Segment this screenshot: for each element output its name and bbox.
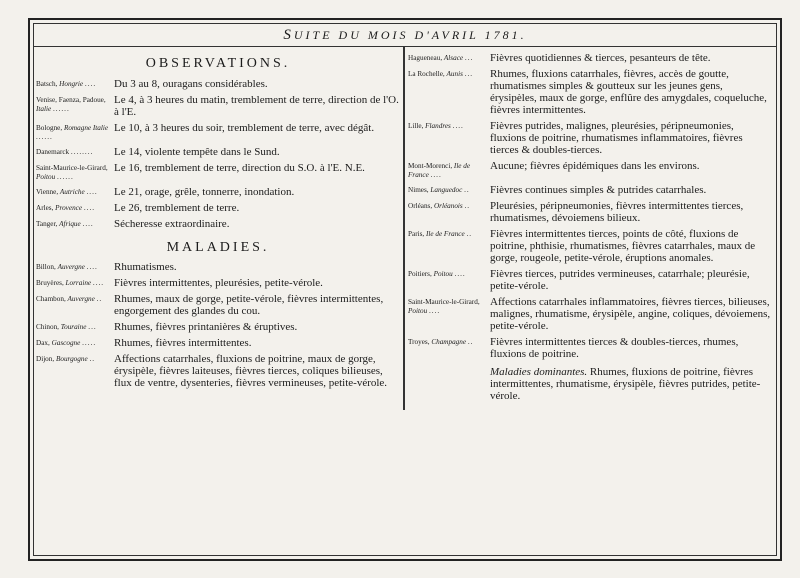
entry-leader-dots: .... (86, 263, 98, 271)
entry-location (36, 277, 114, 288)
entry-place: Vienne, (36, 188, 59, 196)
entry-row (36, 146, 400, 158)
entry-location (408, 228, 490, 239)
entry-region: Touraine (60, 323, 87, 331)
entry-place: Batsch, (36, 80, 58, 88)
entry-text: Fièvres continues simples & putrides catarrhales. (490, 184, 707, 196)
entry-row (36, 337, 400, 349)
entry-region: Italie (36, 105, 52, 113)
entry-text: Aucune; fièvres épidémiques dans les environs. (490, 160, 700, 172)
entry-text: Du 3 au 8, ouragans considérables. (114, 78, 268, 90)
entry-leader-dots: ..... (82, 339, 97, 347)
entry-place: Bologne, (36, 124, 63, 132)
entry-region: Auvergne (67, 295, 95, 303)
entry-leader-dots: ... (88, 323, 97, 331)
entry-location (408, 268, 490, 279)
entry-place: Tanger, (36, 220, 58, 228)
entry-region: Romagne Italie (63, 124, 109, 132)
entry-region: Hongrie (59, 80, 84, 88)
entry-row (408, 184, 772, 196)
entry-location (408, 120, 490, 131)
entry-text: Fièvres putrides, malignes, pleurésies, péripneumonies, fluxions de poitrine, rhumatismes inflammatoires, fièvres tierces & doubles-tierces. (490, 120, 743, 156)
entry-leader-dots: .... (428, 307, 441, 315)
entry-region: Alsace (443, 54, 464, 62)
right-column (408, 52, 772, 402)
entry-row (408, 336, 772, 360)
entry-leader-dots: .... (82, 220, 94, 228)
entry-text: Rhumes, fièvres intermittentes. (114, 337, 252, 349)
header-prefix: S (283, 27, 294, 43)
entry-location (408, 200, 490, 211)
entry-place: La Rochelle, (408, 70, 445, 78)
entry-place: Lille, (408, 122, 424, 130)
entry-place: Billon, (36, 263, 56, 271)
entry-row (36, 261, 400, 273)
entry-location (36, 122, 114, 142)
column-divider (403, 47, 405, 410)
maladies-list-left (36, 261, 400, 389)
entry-text: Le 26, tremblement de terre. (114, 202, 240, 214)
entry-location (408, 68, 490, 79)
entry-text: Rhumes, fluxions catarrhales, fièvres, accès de goutte, rhumatismes simples & goutteux sur les jeunes gens, érysipèles, maux de gorge, enflûre des amygdales, coqueluche, fièvres intermittentes. (490, 68, 767, 116)
entry-region: Poitou (433, 270, 453, 278)
entry-leader-dots: .. (89, 355, 96, 363)
entry-leader-dots: .... (86, 188, 98, 196)
entry-region: Poitou (36, 173, 56, 181)
entry-text: Pleurésies, péripneumonies, fièvres intermittentes tierces, rhumatismes, dévoiemens bilieux. (490, 200, 744, 224)
header-title: UITE DU MOIS D'AVRIL 1781. (293, 28, 527, 42)
entry-region: Flandres (425, 122, 451, 130)
dominantes-text: Rhumes, fluxions de poitrine, fièvres intermittentes, rhumatisme, érysipèle, fièvres putrides, petite-vérole. (490, 366, 761, 402)
entry-location (36, 94, 114, 114)
running-header (33, 23, 777, 47)
entry-region: Orléanois (433, 202, 463, 210)
entry-place: Mont-Morenci, (408, 162, 453, 170)
entry-location (36, 321, 114, 332)
entry-row (36, 94, 400, 118)
entry-leader-dots: ...... (52, 105, 70, 113)
entry-row (36, 78, 400, 90)
entry-text: Le 21, orage, grêle, tonnerre, inondation. (114, 186, 295, 198)
entry-text: Le 16, tremblement de terre, direction du S.O. à l'E. N.E. (114, 162, 365, 174)
entry-place: Arles, (36, 204, 54, 212)
entry-region: Auvergne (57, 263, 85, 271)
entry-place: Dijon, (36, 355, 55, 363)
entry-leader-dots: .... (430, 171, 442, 179)
left-column (36, 56, 400, 393)
entry-place: Orléans, (408, 202, 433, 210)
entry-text: Fièvres intermittentes tierces & doubles-tierces, rhumes, fluxions de poitrine. (490, 336, 739, 360)
entry-region: Gascogne (51, 339, 81, 347)
entry-text: Le 14, violente tempête dans le Sund. (114, 146, 280, 158)
entry-text: Fièvres tierces, putrides vermineuses, catarrhale; pleurésie, petite-vérole. (490, 268, 750, 292)
entry-location (408, 336, 490, 347)
entry-location (408, 296, 490, 316)
entry-region: Languedoc (430, 186, 463, 194)
entry-row (36, 122, 400, 142)
entry-location (36, 261, 114, 272)
entry-text: Affections catarrhales, fluxions de poitrine, maux de gorge, érysipèle, fièvres laiteuses, fièvres tierces, coliques bilieuses, flux de ventre, dysenteries, fièvres vermineuses, petite-vérole. (114, 353, 388, 389)
entry-region: Afrique (59, 220, 81, 228)
entry-place: Nimes, (408, 186, 429, 194)
entry-region: Poitou (408, 307, 428, 315)
entry-place: Paris, (408, 230, 425, 238)
maladies-title: MALADIES. (166, 240, 270, 255)
entry-location (36, 78, 114, 89)
entry-row (36, 186, 400, 198)
entry-region: Ile de France (408, 162, 471, 179)
entry-leader-dots: .... (83, 204, 96, 212)
entry-row (36, 162, 400, 182)
entry-region: Autriche (59, 188, 85, 196)
entry-place: Saint-Maurice-le-Girard, (408, 298, 480, 306)
maladies-list-right (408, 52, 772, 360)
entry-place: Chinon, (36, 323, 59, 331)
entry-place: Saint-Maurice-le-Girard, (36, 164, 108, 172)
entry-location (36, 293, 114, 304)
entry-text: Le 4, à 3 heures du matin, tremblement de terre, direction de l'O. à l'E. (114, 94, 399, 118)
entry-location (408, 160, 490, 180)
entry-location (36, 353, 114, 364)
entry-row (36, 293, 400, 317)
entry-row (36, 353, 400, 389)
entry-leader-dots: ... (464, 70, 474, 78)
entry-region: Provence (55, 204, 83, 212)
entry-text: Rhumatismes. (114, 261, 177, 273)
entry-leader-dots: ........ (70, 148, 94, 156)
entry-text: Rhumes, maux de gorge, petite-vérole, fièvres intermittentes, engorgement des glandes du cou. (114, 293, 384, 317)
entry-row (408, 160, 772, 180)
entry-leader-dots: .. (467, 338, 474, 346)
entry-leader-dots: .. (466, 230, 473, 238)
entry-row (36, 321, 400, 333)
entry-text: Le 10, à 3 heures du soir, tremblement de terre, avec dégât. (114, 122, 375, 134)
entry-place: Venise, Faenza, Padoue, (36, 96, 106, 104)
entry-place: Dax, (36, 339, 50, 347)
entry-place: Hagueneau, (408, 54, 443, 62)
entry-row (408, 52, 772, 64)
entry-location (36, 202, 114, 213)
entry-leader-dots: ...... (36, 133, 53, 141)
entry-leader-dots: .. (96, 295, 103, 303)
entry-row (408, 120, 772, 156)
entry-place: Danemarck (36, 148, 70, 156)
entry-text: Fièvres intermittentes tierces, points de côté, fluxions de poitrine, phthisie, rhumatismes, fièvres catarrhales, maux de gorge, rougeole, petite-vérole, éruptions anomales. (490, 228, 756, 264)
entry-leader-dots: .. (464, 202, 471, 210)
dominantes-label: Maladies dominantes. (490, 366, 588, 378)
entry-region: Ile de France (425, 230, 465, 238)
maladies-dominantes (408, 366, 772, 402)
entry-leader-dots: .... (84, 80, 97, 88)
entry-row (408, 268, 772, 292)
entry-text: Rhumes, fièvres printanières & éruptives. (114, 321, 298, 333)
entry-place: Troyes, (408, 338, 430, 346)
entry-row (36, 277, 400, 289)
entry-row (408, 200, 772, 224)
entry-row (36, 218, 400, 230)
entry-region: Lorraine (65, 279, 92, 287)
entry-location (36, 146, 114, 157)
entry-location (36, 162, 114, 182)
entry-text: Fièvres intermittentes, pleurésies, petite-vérole. (114, 277, 323, 289)
entry-location (408, 52, 490, 63)
entry-text: Fièvres quotidiennes & tierces, pesanteurs de tête. (490, 52, 711, 64)
observations-title: OBSERVATIONS. (145, 56, 291, 71)
entry-row (408, 68, 772, 116)
entry-leader-dots: ... (464, 54, 474, 62)
entry-region: Bourgogne (55, 355, 88, 363)
entry-leader-dots: .... (454, 270, 466, 278)
entry-row (36, 202, 400, 214)
entry-leader-dots: ...... (56, 173, 74, 181)
entry-leader-dots: .... (452, 122, 464, 130)
entry-row (408, 228, 772, 264)
entry-region: Champagne (431, 338, 467, 346)
observations-list (36, 78, 400, 230)
entry-location (408, 184, 490, 195)
entry-place: Poitiers, (408, 270, 432, 278)
entry-text: Affections catarrhales inflammatoires, fièvres tierces, bilieuses, malignes, rhumatisme, érysipèle, angine, coliques, dévoiemens, petite-vérole. (490, 296, 771, 332)
entry-location (36, 337, 114, 348)
entry-leader-dots: .... (92, 279, 105, 287)
entry-leader-dots: .. (464, 186, 470, 194)
entry-location (36, 218, 114, 229)
entry-text: Sécheresse extraordinaire. (114, 218, 230, 230)
entry-place: Chambon, (36, 295, 66, 303)
entry-row (408, 296, 772, 332)
entry-location (36, 186, 114, 197)
entry-region: Aunis (446, 70, 463, 78)
entry-place: Bruyères, (36, 279, 64, 287)
